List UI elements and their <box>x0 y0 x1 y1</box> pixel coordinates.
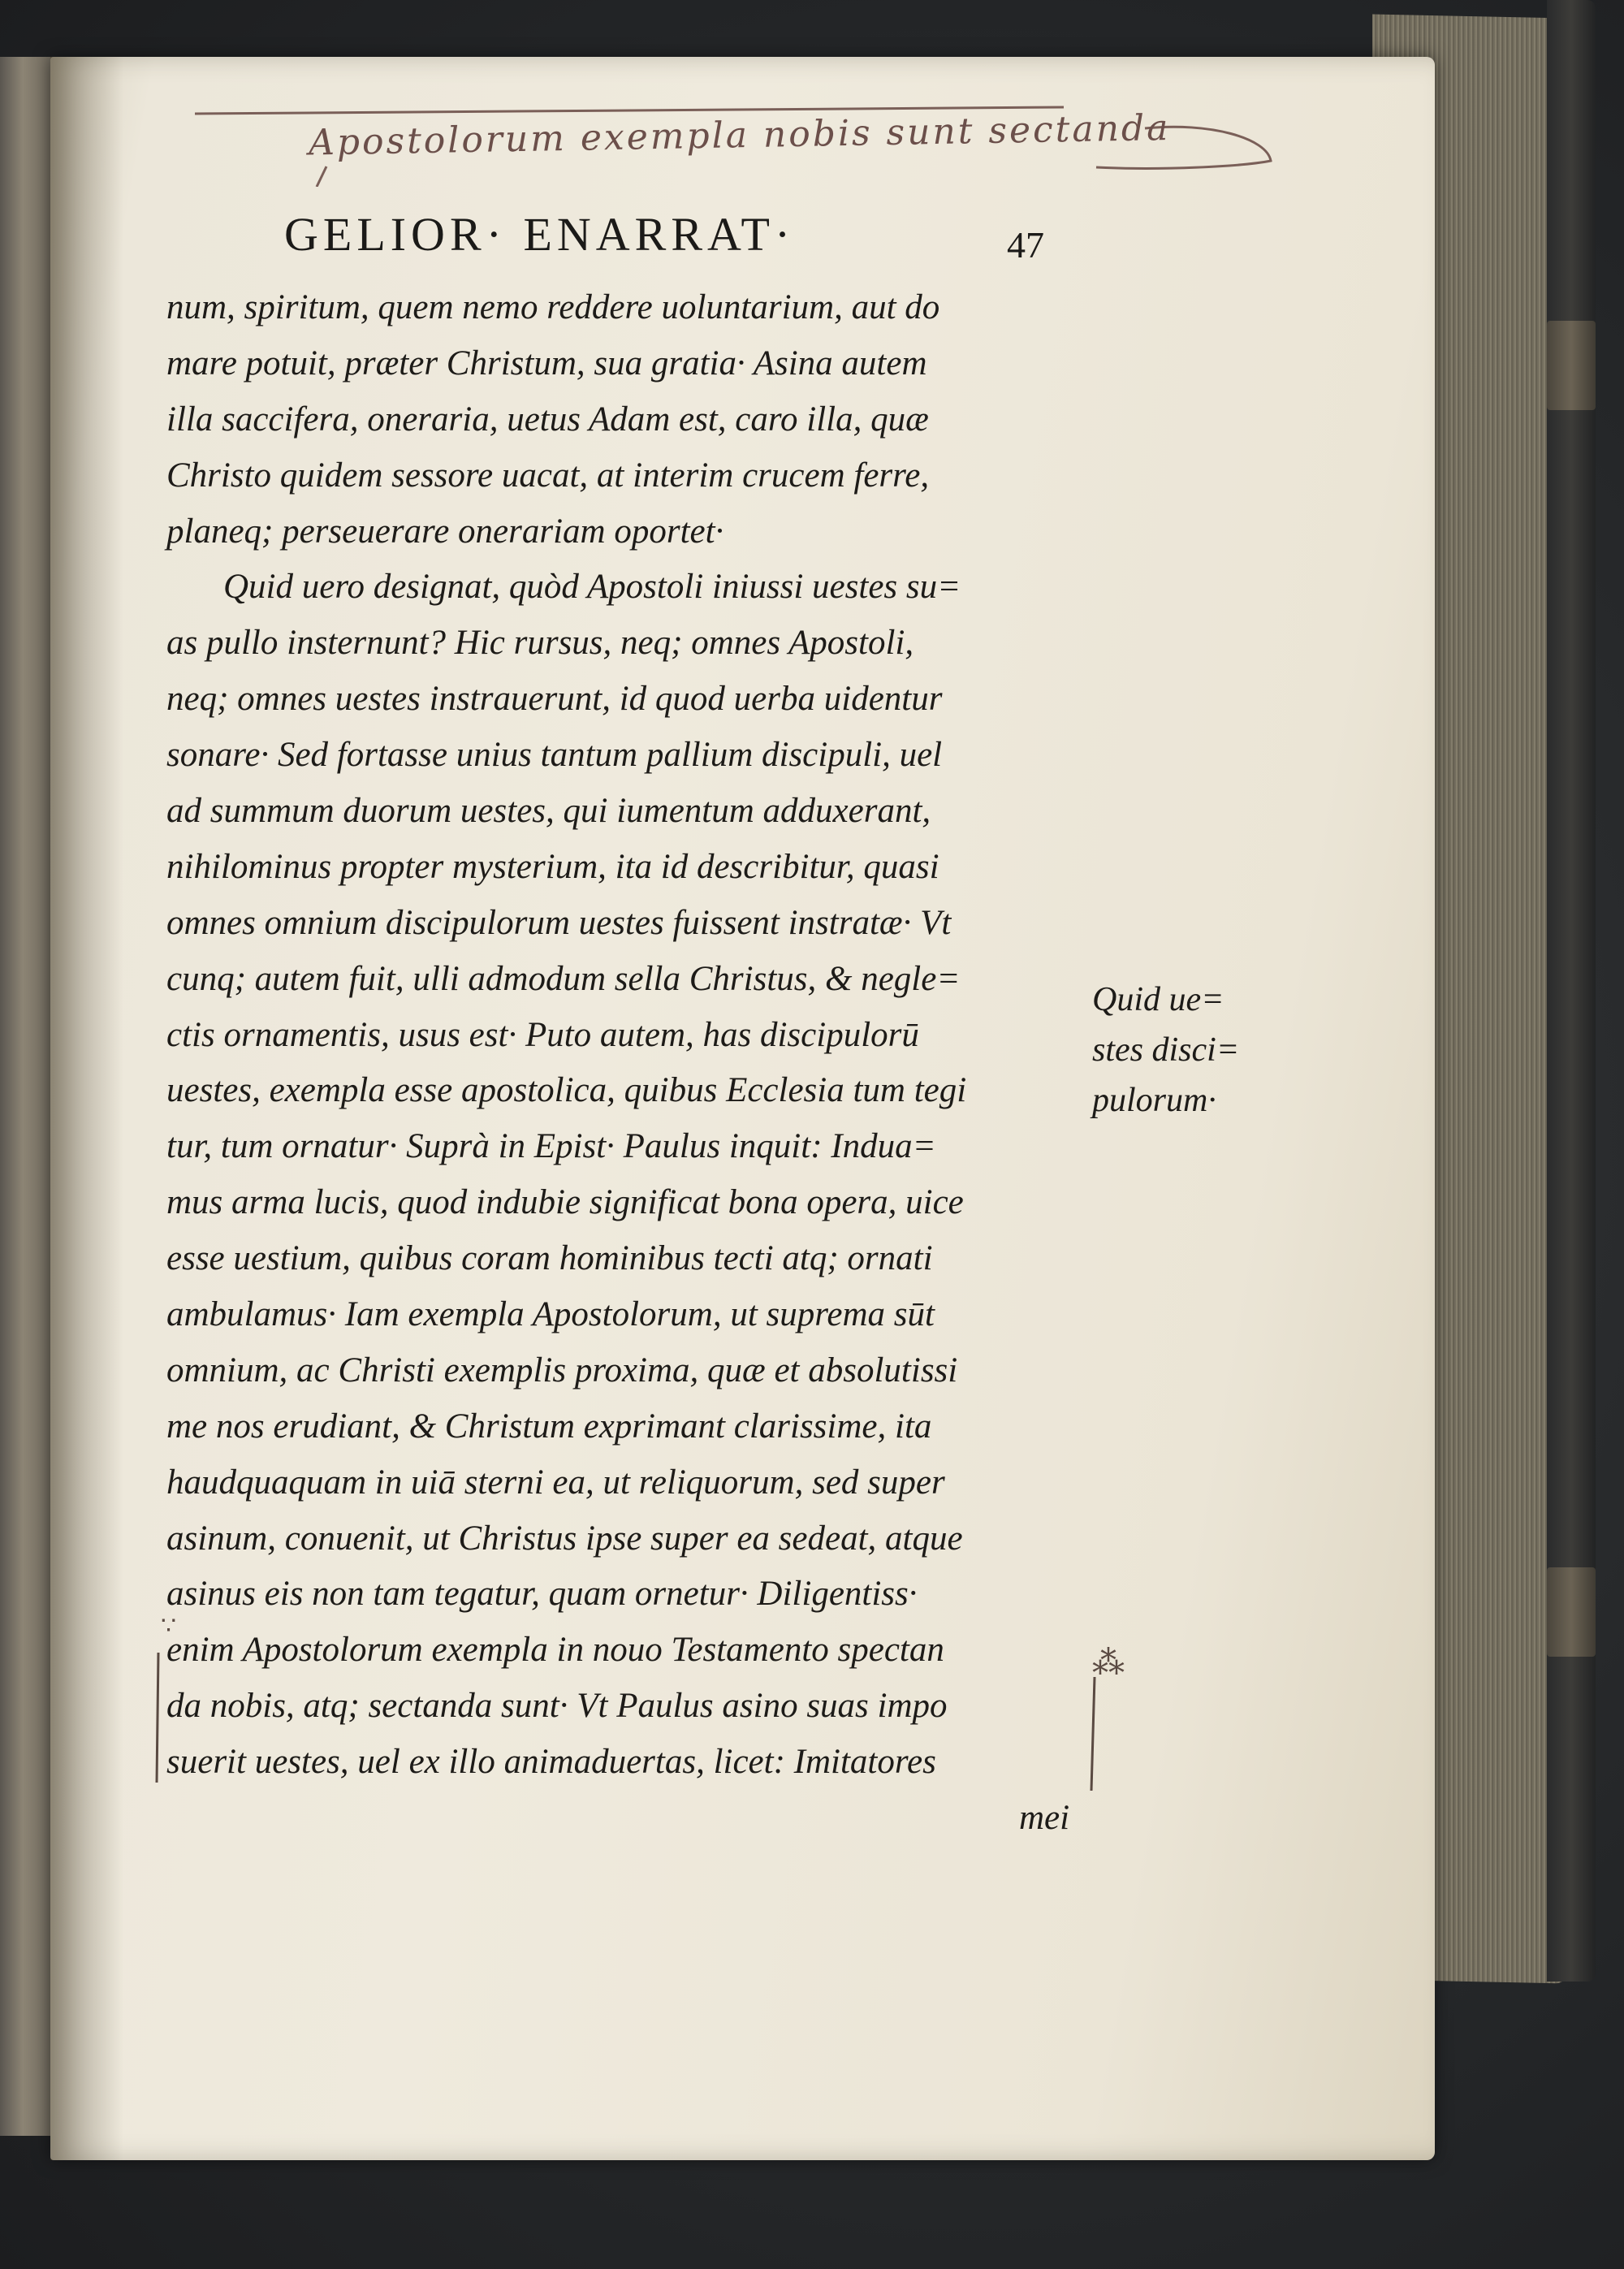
gutter-shadow <box>50 57 123 2160</box>
book-cover-edge <box>1547 0 1596 1982</box>
text-line: Quid uero designat, quòd Apostoli iniussi uestes su= <box>223 568 961 607</box>
gloss-line: stes disci= <box>1092 1031 1240 1069</box>
catchword: mei <box>1019 1799 1070 1838</box>
gloss-line: Quid ue= <box>1092 981 1224 1018</box>
text-line: ad summum duorum uestes, qui iumentum adduxerant, <box>166 792 931 831</box>
text-line: sonare· Sed fortasse unius tantum pallium discipuli, uel <box>166 736 943 775</box>
text-line: num, spiritum, quem nemo reddere uoluntarium, aut do <box>166 288 940 326</box>
text-line: cunq; autem fuit, ulli admodum sella Christus, & negle= <box>166 959 961 998</box>
text-line: da nobis, atq; sectanda sunt· Vt Paulus asino suas impo <box>166 1687 948 1726</box>
text-line: Christo quidem sessore uacat, at interim crucem ferre, <box>166 456 930 495</box>
text-line: tur, tum ornatur· Suprà in Epist· Paulus inquit: Indua= <box>166 1127 936 1166</box>
text-line: illa saccifera, oneraria, uetus Adam est, caro illa, quæ <box>166 400 929 439</box>
text-line: suerit uestes, uel ex illo animaduertas, licet: Imitatores <box>166 1743 936 1782</box>
clasp-top <box>1547 321 1596 410</box>
text-line: me nos erudiant, & Christum exprimant clarissime, ita <box>166 1407 932 1446</box>
text-line: as pullo insternunt? Hic rursus, neq; omnes Apostoli, <box>166 624 914 663</box>
pen-dots-mark: ∵ <box>161 1612 177 1640</box>
text-line: uestes, exempla esse apostolica, quibus Ecclesia tum tegi <box>166 1071 967 1110</box>
page-number: 47 <box>1007 224 1044 266</box>
text-line: haudquaquam in uiā sterni ea, ut reliquorum, sed super <box>166 1463 945 1502</box>
text-line: asinum, conuenit, ut Christus ipse super ea sedeat, atque <box>166 1519 963 1558</box>
text-line: ctis ornamentis, usus est· Puto autem, has discipulorū <box>166 1015 919 1054</box>
facing-page-edge <box>0 57 57 2136</box>
body-text <box>166 280 1092 1847</box>
running-head: GELIOR· ENARRAT· <box>284 208 796 261</box>
text-line: omnes omnium discipulorum uestes fuissent instratæ· Vt <box>166 903 952 942</box>
text-line: enim Apostolorum exempla in nouo Testamento spectan <box>166 1631 944 1670</box>
text-line: mus arma lucis, quod indubie significat bona opera, uice <box>166 1183 964 1222</box>
right-margin-bracket <box>1086 1673 1103 1795</box>
clasp-bottom <box>1547 1567 1596 1657</box>
text-line: neq; omnes uestes instrauerunt, id quod uerba uidentur <box>166 680 943 719</box>
handwritten-note: Apostolorum exempla nobis sunt sectanda <box>308 106 1171 164</box>
gloss-line: pulorum· <box>1092 1082 1216 1119</box>
text-line: ambulamus· Iam exempla Apostolorum, ut suprema sūt <box>166 1295 935 1334</box>
text-line: asinus eis non tam tegatur, quam ornetur· Diligentiss· <box>166 1575 918 1614</box>
marginal-gloss <box>1092 975 1267 1126</box>
left-margin-bracket <box>150 1649 166 1787</box>
text-line: omnium, ac Christi exemplis proxima, quæ et absolutissi <box>166 1351 958 1389</box>
text-line: esse uestium, quibus coram hominibus tecti atq; ornati <box>166 1239 933 1278</box>
text-line: nihilominus propter mysterium, ita id describitur, quasi <box>166 847 939 886</box>
text-line: mare potuit, præter Christum, sua gratia· Asina autem <box>166 344 927 382</box>
manicule-mark: ⁂ <box>1092 1644 1125 1682</box>
text-line: planeq; perseuerare onerariam oportet· <box>166 512 724 551</box>
